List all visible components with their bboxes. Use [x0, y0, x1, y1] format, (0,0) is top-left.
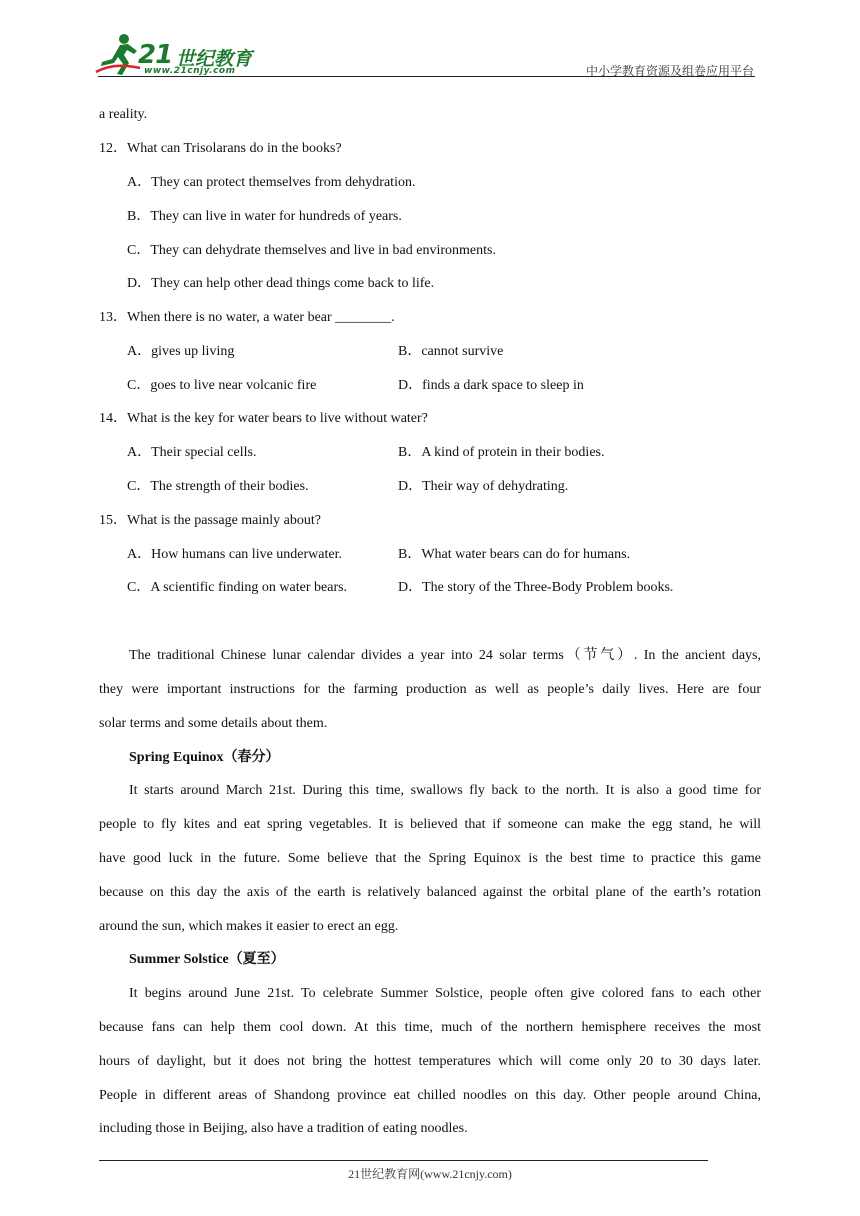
- option-14b: B．A kind of protein in their bodies.: [398, 445, 605, 460]
- option-12c: C．They can dehydrate themselves and live in bad environments.: [127, 243, 496, 258]
- option-15a: A．How humans can live underwater.: [127, 547, 342, 562]
- option-14c: C．The strength of their bodies.: [127, 479, 309, 494]
- page-header: [0, 0, 860, 80]
- option-12d: D．They can help other dead things come back to life.: [127, 276, 435, 291]
- section-heading-spring-equinox: Spring Equinox（春分）: [129, 750, 280, 765]
- runner-icon: [94, 32, 142, 76]
- passage-line: hours of daylight, but it does not bring the hottest temperatures which will come only 20 to 30 days later.: [99, 1054, 761, 1069]
- passage-line: have good luck in the future. Some believe that the Spring Equinox is the best time to practice this game: [99, 851, 761, 866]
- question-13: 13．When there is no water, a water bear ________.: [99, 310, 395, 325]
- passage-line: around the sun, which makes it easier to erect an egg.: [99, 919, 399, 934]
- option-13b: B．cannot survive: [398, 344, 504, 359]
- question-15: 15．What is the passage mainly about?: [99, 513, 321, 528]
- logo-name: 世纪教育: [176, 48, 253, 70]
- logo-url: www.21cnjy.com: [144, 66, 236, 76]
- header-title: 中小学教育资源及组卷应用平台: [585, 64, 754, 78]
- option-15b: B．What water bears can do for humans.: [398, 547, 631, 562]
- question-14: 14．What is the key for water bears to live without water?: [99, 411, 428, 426]
- footer-divider: [99, 1160, 708, 1161]
- passage-line: they were important instructions for the farming production as well as people’s daily lives. Here are four: [99, 682, 761, 697]
- option-12b: B．They can live in water for hundreds of years.: [127, 209, 402, 224]
- question-12: 12．What can Trisolarans do in the books?: [99, 141, 342, 156]
- option-12a: A．They can protect themselves from dehydration.: [127, 175, 416, 190]
- option-13c: C．goes to live near volcanic fire: [127, 378, 317, 393]
- passage-line: People in different areas of Shandong province eat chilled noodles on this day. Other people around China,: [99, 1088, 761, 1103]
- option-14a: A．Their special cells.: [127, 445, 257, 460]
- footer-text: 21世纪教育网(www.21cnjy.com): [348, 1167, 512, 1181]
- passage-line: including those in Beijing, also have a tradition of eating noodles.: [99, 1121, 468, 1136]
- passage-line: people to fly kites and eat spring vegetables. It is believed that if someone can make the egg stand, he will: [99, 817, 761, 832]
- site-logo: [94, 32, 264, 78]
- text-line: a reality.: [99, 107, 148, 122]
- option-14d: D．Their way of dehydrating.: [398, 479, 569, 494]
- passage-line: It begins around June 21st. To celebrate Summer Solstice, people often give colored fans to each other: [129, 986, 761, 1001]
- section-heading-summer-solstice: Summer Solstice（夏至）: [129, 952, 285, 967]
- header-divider: [98, 76, 755, 77]
- option-13a: A．gives up living: [127, 344, 235, 359]
- passage-line: because fans can help them cool down. At this time, much of the northern hemisphere receives the most: [99, 1020, 761, 1035]
- passage-line: because on this day the axis of the earth is relatively balanced against the orbital plane of the earth’s rotation: [99, 885, 761, 900]
- passage-line: It starts around March 21st. During this time, swallows fly back to the north. It is also a good time for: [129, 783, 761, 798]
- option-13d: D．finds a dark space to sleep in: [398, 378, 584, 393]
- option-15c: C．A scientific finding on water bears.: [127, 580, 348, 595]
- passage-line: The traditional Chinese lunar calendar divides a year into 24 solar terms（节气）. In the ancient days,: [129, 648, 761, 663]
- logo-number: 21: [138, 40, 173, 70]
- passage-line: solar terms and some details about them.: [99, 716, 328, 731]
- option-15d: D．The story of the Three-Body Problem books.: [398, 580, 674, 595]
